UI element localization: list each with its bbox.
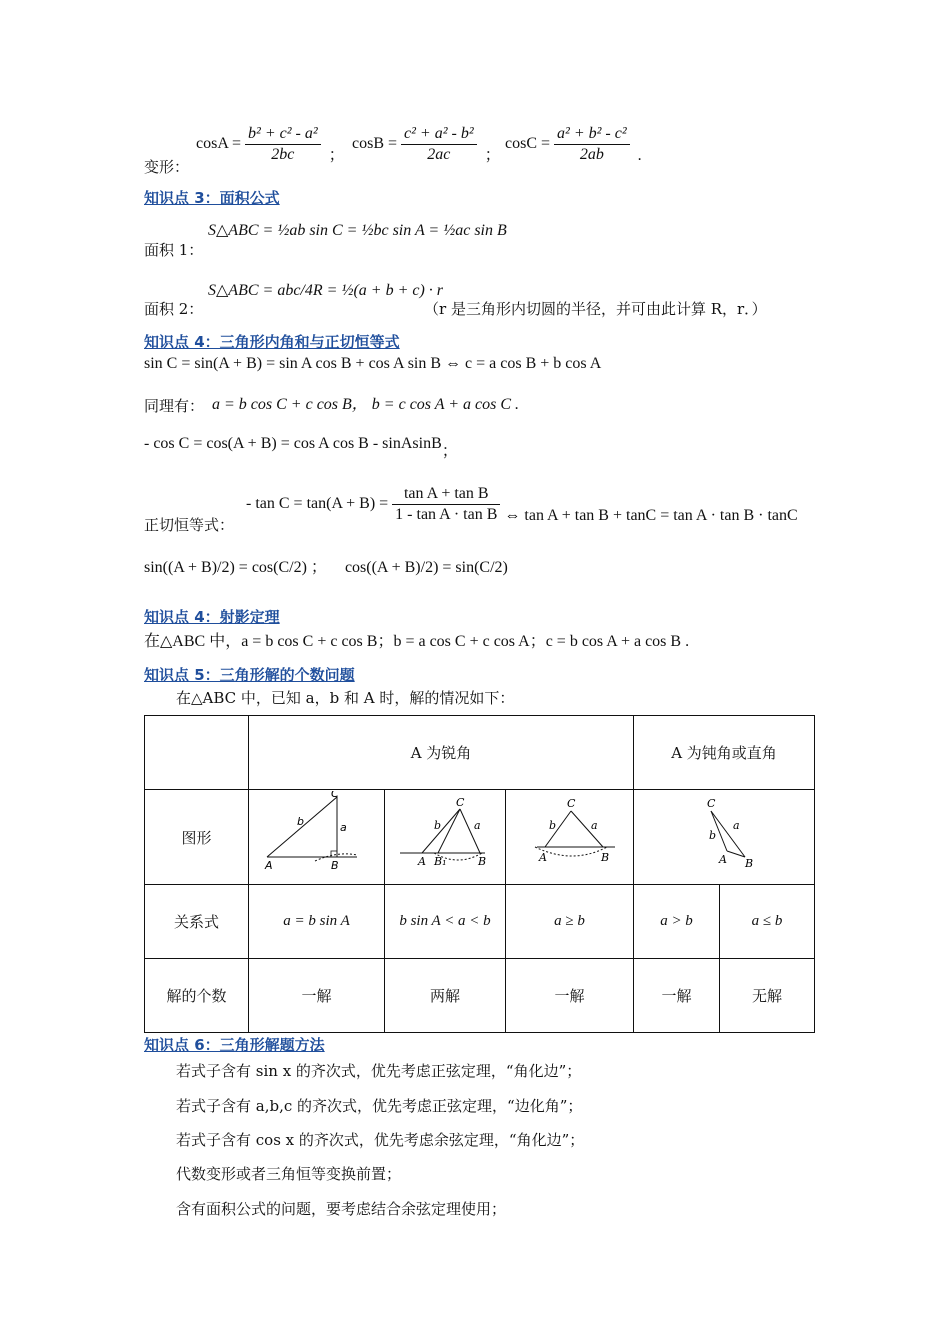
svg-text:B: B: [330, 859, 339, 872]
svg-text:B₁: B₁: [434, 855, 447, 868]
svg-text:C: C: [707, 797, 716, 810]
kp5-intro: 在△ABC 中，已知 a，b 和 A 时，解的情况如下：: [176, 689, 515, 707]
figure-2: [385, 790, 506, 885]
svg-text:b: b: [296, 815, 304, 828]
svg-text:C: C: [566, 797, 575, 810]
tan-label: 正切恒等式：: [144, 516, 235, 534]
relation-2: b sin A < a < b: [385, 885, 506, 959]
count-2: 两解: [385, 959, 506, 1033]
cosB-fraction: $\frac{\text{c² + a² - b²}}{2ac}$: [401, 124, 477, 165]
kp5-heading: 知识点 5：三角形解的个数问题: [144, 666, 355, 684]
relation-5: a ≤ b: [720, 885, 815, 959]
header-obtuse: A 为钝角或直角: [634, 716, 815, 790]
header-acute: A 为锐角: [249, 716, 634, 790]
area1-formula: S△ABC = ½ab sin C = ½bc sin A = ½ac sin B: [208, 222, 507, 239]
figure-3: [506, 790, 634, 885]
sinC-identity: sin C = sin(A + B) = sin A cos B + cos A sin B ⇔ c = a cos B + b cos A: [144, 355, 602, 372]
count-4: 一解: [634, 959, 720, 1033]
svg-text:a: a: [474, 819, 481, 832]
svg-text:A: A: [418, 855, 426, 868]
svg-text:a: a: [339, 821, 347, 834]
count-5: 无解: [720, 959, 815, 1033]
relation-3: a ≥ b: [506, 885, 634, 959]
half-angle-identities: sin((A + B)/2) = cos(C/2) ； cos((A + B)/2) = sin(C/2): [144, 559, 508, 576]
cosC-fraction: $\frac{\text{a² + b² - c²}}{2ab}$: [554, 124, 630, 165]
area1-label: 面积 1：: [144, 241, 204, 259]
kp4b-heading: 知识点 4：射影定理: [144, 608, 280, 626]
svg-text:b: b: [548, 819, 556, 832]
similar-label: 同理有：: [144, 397, 205, 415]
svg-text:b: b: [434, 819, 442, 832]
cosA-fraction: $\frac{\text{b² + c² - a²}}{2bc}$: [245, 124, 321, 165]
row-figure-label: 图形: [145, 790, 249, 885]
svg-text:a: a: [590, 819, 598, 832]
kp6-item-5: 含有面积公式的问题，要考虑结合余弦定理使用；: [176, 1200, 507, 1218]
svg-text:C: C: [330, 791, 339, 800]
svg-text:B: B: [600, 851, 609, 864]
svg-text:A: A: [264, 859, 273, 872]
row-count-label: 解的个数: [145, 959, 249, 1033]
relation-4: a > b: [634, 885, 720, 959]
svg-text:b: b: [709, 829, 717, 842]
area2-label: 面积 2：: [144, 300, 204, 318]
svg-text:A: A: [538, 851, 547, 864]
cosC-identity: - cos C = cos(A + B) = cos A cos B - sinAsinB；: [144, 435, 458, 460]
svg-text:C: C: [456, 796, 465, 809]
svg-text:B: B: [745, 857, 754, 870]
count-1: 一解: [249, 959, 385, 1033]
area2-note: （r 是三角形内切圆的半径，并可由此计算 R，r．）: [424, 300, 767, 318]
kp6-item-3: 若式子含有 cos x 的齐次式，优先考虑余弦定理，“角化边”；: [176, 1131, 585, 1149]
half-angle-1: sin((A + B)/2) = cos(C/2): [144, 559, 307, 576]
kp6-item-2: 若式子含有 a,b,c 的齐次式，优先考虑正弦定理，“边化角”；: [176, 1097, 583, 1115]
solution-count-table: [144, 715, 815, 1033]
variant-label: 变形：: [144, 158, 190, 176]
svg-text:a: a: [733, 819, 740, 832]
projection-theorem: 在△ABC 中，a = b cos C + c cos B；b = a cos C + c cos A；c = b cos A + a cos B .: [144, 633, 690, 650]
figure-1: [249, 790, 385, 885]
svg-text:A: A: [719, 853, 727, 866]
relation-1: a = b sin A: [249, 885, 385, 959]
kp3-heading: 知识点 3：面积公式: [144, 189, 280, 207]
area2-formula: S△ABC = abc/4R = ½(a + b + c) · r: [208, 282, 444, 299]
tan-fraction: $\frac{\text{tan A + tan B}}{\text{1 - tan A · tan B}}$: [392, 484, 500, 525]
figure-4: [634, 790, 815, 885]
row-relation-label: 关系式: [145, 885, 249, 959]
cosC-formula: cosC = $\frac{\text{a² + b² - c²}}{2ab}$ .: [505, 125, 642, 165]
cosA-formula: [196, 124, 345, 165]
cosA-lhs: cosA =: [196, 135, 242, 153]
kp6-heading: 知识点 6：三角形解题方法: [144, 1036, 325, 1054]
kp6-item-4: 代数变形或者三角恒等变换前置；: [176, 1165, 402, 1183]
kp6-item-1: 若式子含有 sin x 的齐次式，优先考虑正弦定理，“角化边”；: [176, 1062, 582, 1080]
half-angle-2: cos((A + B)/2) = sin(C/2): [344, 559, 508, 576]
cosB-formula: cosB = $\frac{\text{c² + a² - b²}}{2ac}$ ；: [352, 125, 501, 165]
similar-formula: a = b cos C + c cos B， b = c cos A + a cos C .: [212, 396, 520, 413]
kp4a-heading: 知识点 4：三角形内角和与正切恒等式: [144, 333, 400, 351]
svg-text:B: B: [478, 855, 487, 868]
sep: ；: [328, 147, 345, 165]
tan-identity: - tan C = tan(A + B) = $\frac{\text{tan A + tan B}}{\text{1 - tan A · tan B}}$ ⇔ tan A + tan B + tanC = tan A · tan B · tanC: [246, 485, 798, 525]
count-3: 一解: [506, 959, 634, 1033]
